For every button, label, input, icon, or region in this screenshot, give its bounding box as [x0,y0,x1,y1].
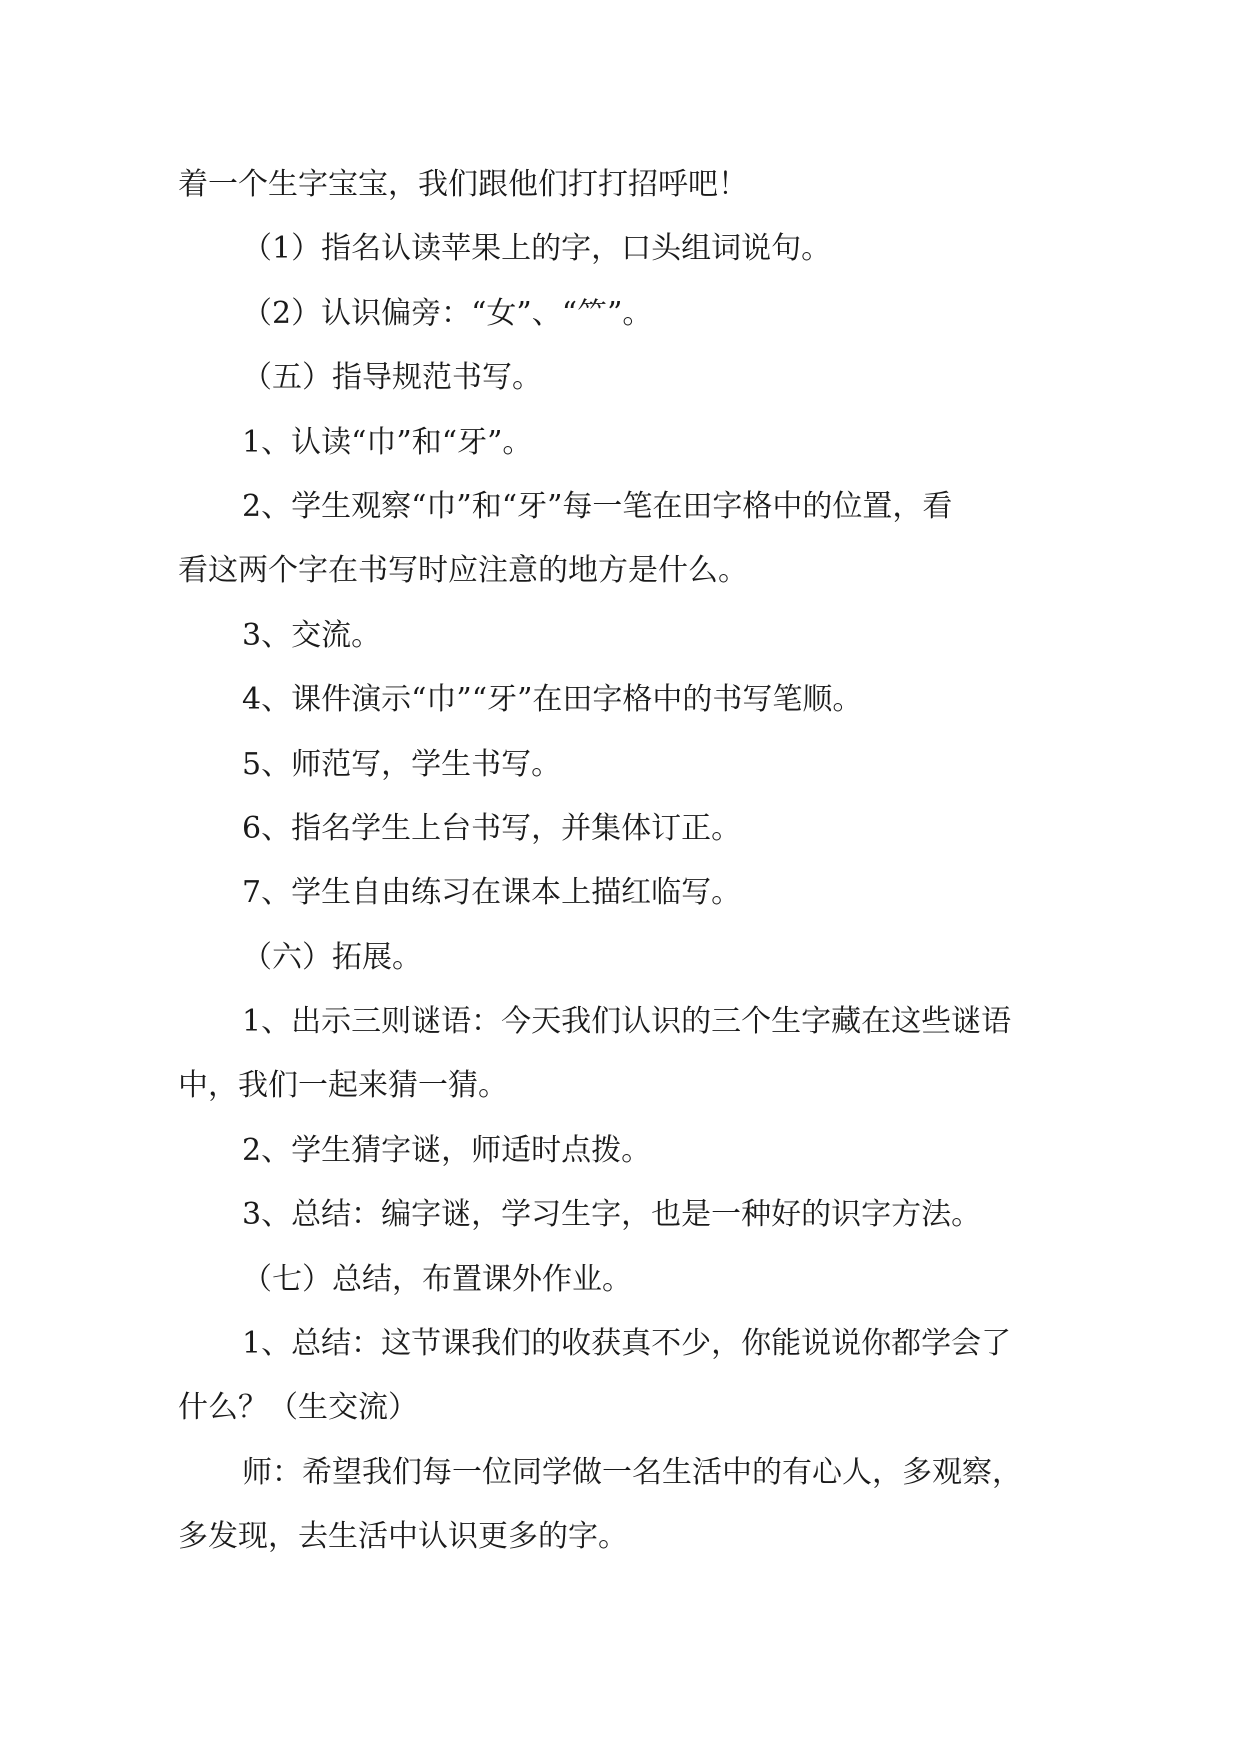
section-heading: （六）拓展。 [242,939,422,975]
document-body [178,153,1098,1570]
text-line: 1、出示三则谜语：今天我们认识的三个生字藏在这些谜语 [242,1004,1012,1040]
text-line: 多发现，去生活中认识更多的字。 [178,1519,628,1555]
section-heading: （七）总结，布置课外作业。 [242,1261,632,1297]
text-line: 中，我们一起来猜一猜。 [178,1068,508,1104]
text-line: （2）认识偏旁：“女”、“⺮”。 [242,295,653,331]
text-line: 师：希望我们每一位同学做一名生活中的有心人，多观察， [242,1454,1022,1490]
text-line: 什么？（生交流） [178,1390,418,1426]
text-line: 5、师范写，学生书写。 [242,746,562,782]
text-line: （1）指名认读苹果上的字，口头组词说句。 [242,231,832,267]
section-heading: （五）指导规范书写。 [242,360,542,396]
text-line: 2、学生观察“巾”和“牙”每一笔在田字格中的位置，看 [242,488,953,524]
text-line: 1、认读“巾”和“牙”。 [242,424,533,460]
text-line: 着一个生字宝宝，我们跟他们打打招呼吧！ [178,167,748,202]
text-line: 4、课件演示“巾”“牙”在田字格中的书写笔顺。 [242,682,863,718]
text-line: 1、总结：这节课我们的收获真不少，你能说说你都学会了 [242,1326,1012,1362]
text-line: 2、学生猜字谜，师适时点拨。 [242,1132,652,1168]
text-line: 3、交流。 [242,617,382,653]
text-line: 7、学生自由练习在课本上描红临写。 [242,875,742,911]
text-line: 3、总结：编字谜，学习生字，也是一种好的识字方法。 [242,1197,982,1233]
text-line: 6、指名学生上台书写，并集体订正。 [242,810,742,846]
text-line: 看这两个字在书写时应注意的地方是什么。 [178,553,748,589]
